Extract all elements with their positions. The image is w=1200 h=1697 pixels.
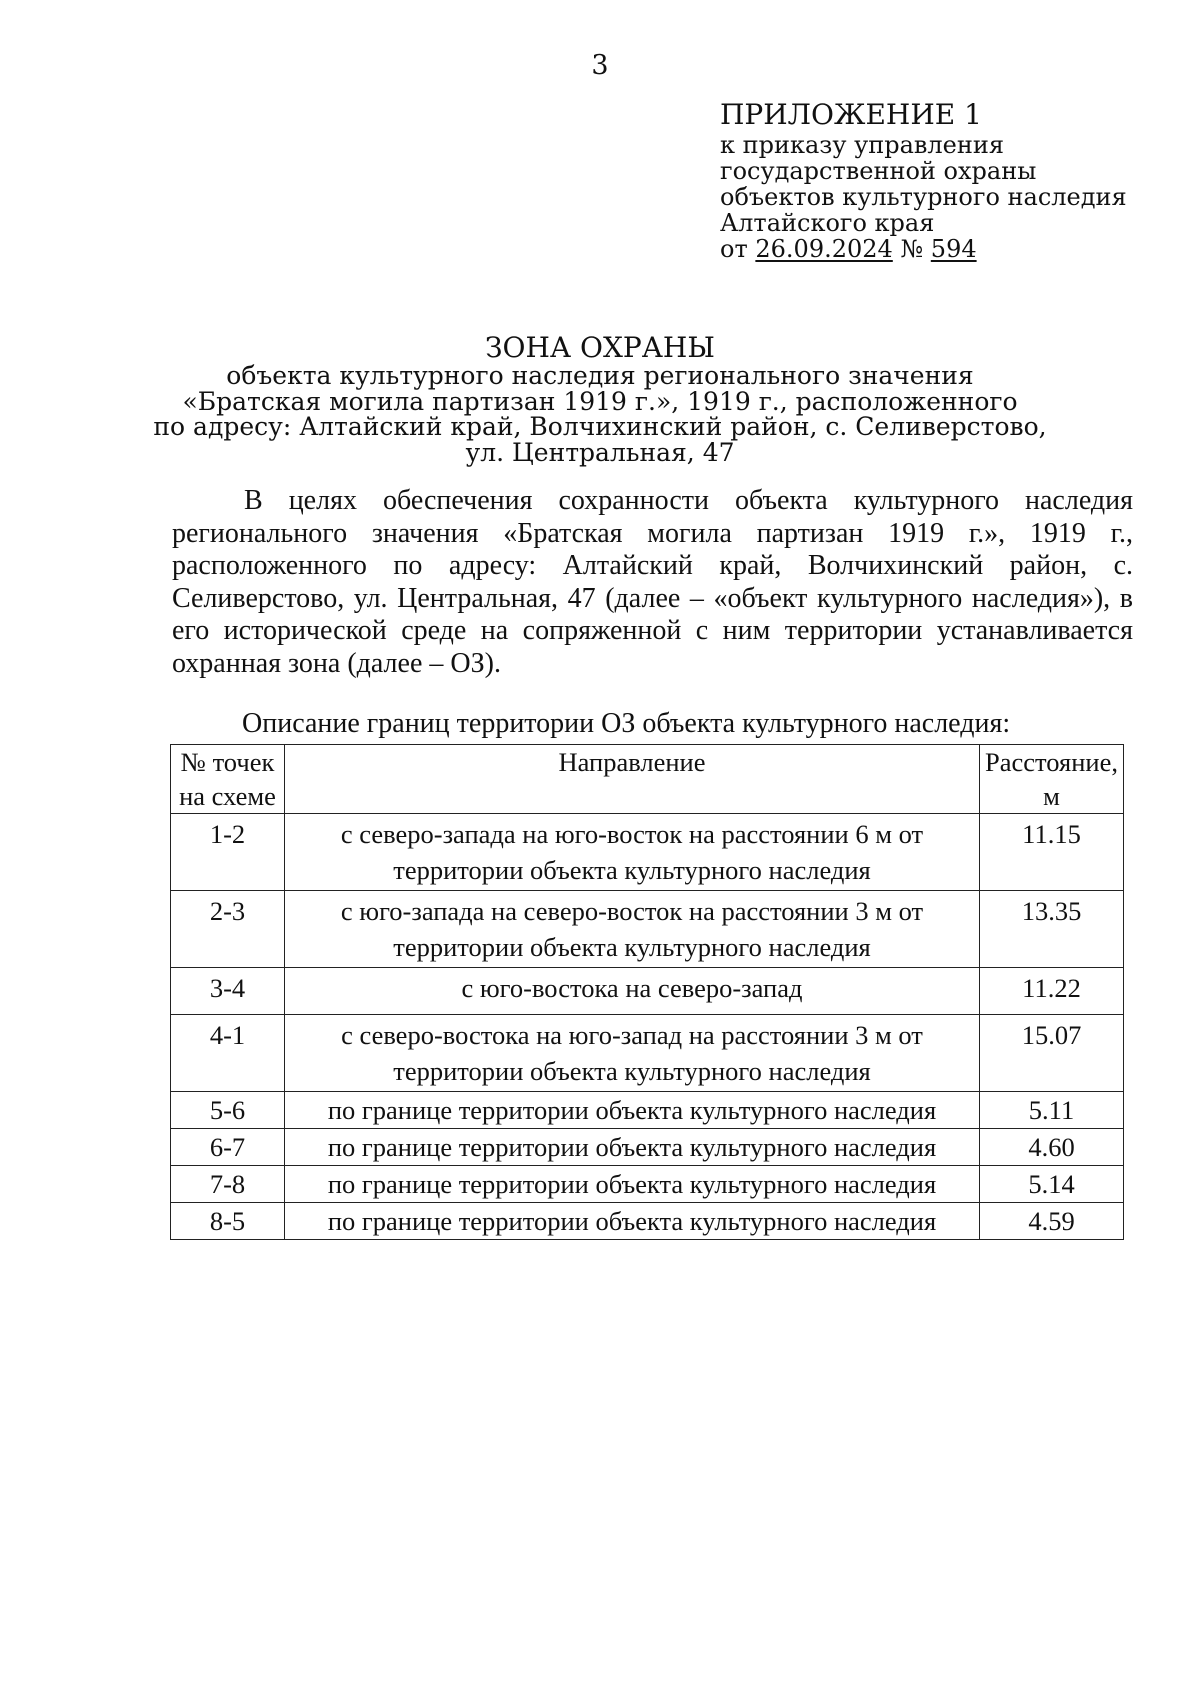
table-row (171, 1166, 1124, 1203)
cell-points: 4-1 (171, 1015, 285, 1092)
appendix-line: объектов культурного наследия (720, 183, 1127, 211)
intro-paragraph: В целях обеспечения сохранности объекта культурного наследия регионального значения «Братская могила партизан 1919 г.», 1919 г., расположенного по адресу: Алтайский край, Волчихинский район, с. Селиверстово, ул. Центральная, 47 (далее – «объект культурного наследия»), в его исторической среде на сопряженной с ним территории устанавливается охранная зона (далее – ОЗ). (172, 485, 1133, 679)
order-date: 26.09.2024 (755, 235, 893, 263)
table-header-row (171, 745, 1124, 814)
direction-line: с юго-востока на северо-запад (461, 973, 803, 1003)
cell-distance: 15.07 (980, 1015, 1124, 1092)
direction-line: по границе территории объекта культурного наследия (327, 1132, 937, 1162)
direction-line: по границе территории объекта культурного наследия (327, 1169, 937, 1199)
header-points-line: № точек (180, 747, 275, 777)
title-line: объекта культурного наследия регионального значения (226, 361, 974, 390)
table-row (171, 814, 1124, 891)
cell-direction (285, 1015, 980, 1092)
table-row (171, 1129, 1124, 1166)
cell-points: 1-2 (171, 814, 285, 891)
appendix-block (720, 98, 1160, 262)
appendix-order-line (720, 236, 1160, 262)
cell-direction (285, 891, 980, 968)
header-distance-unit: м (1043, 781, 1060, 811)
cell-distance: 13.35 (980, 891, 1124, 968)
document-title (0, 333, 1200, 465)
cell-direction (285, 1203, 980, 1240)
direction-line: территории объекта культурного наследия (393, 1056, 871, 1086)
direction-line: с юго-запада на северо-восток на расстоянии 3 м от (340, 896, 924, 926)
table-row (171, 1203, 1124, 1240)
table-row (171, 968, 1124, 1015)
header-distance (980, 745, 1124, 814)
header-distance-line: Расстояние, (985, 747, 1118, 777)
table-caption: Описание границ территории ОЗ объекта культурного наследия: (242, 708, 1011, 739)
direction-line: территории объекта культурного наследия (393, 932, 871, 962)
cell-distance: 5.14 (980, 1166, 1124, 1203)
table-row (171, 891, 1124, 968)
direction-line: территории объекта культурного наследия (393, 855, 871, 885)
order-number: 594 (930, 235, 977, 263)
table-row (171, 1015, 1124, 1092)
cell-distance: 11.22 (980, 968, 1124, 1015)
appendix-line: к приказу управления (720, 131, 1005, 159)
cell-direction (285, 814, 980, 891)
boundaries-table (170, 744, 1124, 1240)
number-prefix: № (900, 235, 924, 263)
cell-points: 5-6 (171, 1092, 285, 1129)
zone-title: ЗОНА ОХРАНЫ (485, 331, 715, 364)
header-points (171, 745, 285, 814)
table-row (171, 1092, 1124, 1129)
date-prefix: от (720, 235, 748, 263)
header-points-line: на схеме (179, 781, 276, 811)
cell-points: 7-8 (171, 1166, 285, 1203)
appendix-line: Алтайского края (720, 209, 935, 237)
title-line: ул. Центральная, 47 (465, 437, 735, 467)
cell-points: 8-5 (171, 1203, 285, 1240)
cell-direction (285, 1092, 980, 1129)
direction-line: по границе территории объекта культурного наследия (327, 1206, 937, 1236)
direction-line: по границе территории объекта культурного наследия (327, 1095, 937, 1125)
appendix-line: государственной охраны (720, 157, 1037, 185)
cell-distance: 5.11 (980, 1092, 1124, 1129)
cell-points: 6-7 (171, 1129, 285, 1166)
cell-direction (285, 1166, 980, 1203)
direction-line: с северо-запада на юго-восток на расстоянии 6 м от (340, 819, 924, 849)
title-line: по адресу: Алтайский край, Волчихинский район, с. Селиверстово, (153, 412, 1047, 441)
direction-line: с северо-востока на юго-запад на расстоянии 3 м от (341, 1020, 923, 1050)
cell-direction (285, 968, 980, 1015)
header-direction: Направление (285, 745, 980, 814)
page-number: 3 (591, 50, 609, 81)
title-line: «Братская могила партизан 1919 г.», 1919 г., расположенного (182, 386, 1018, 416)
cell-points: 2-3 (171, 891, 285, 968)
cell-points: 3-4 (171, 968, 285, 1015)
cell-direction (285, 1129, 980, 1166)
appendix-heading: ПРИЛОЖЕНИЕ 1 (720, 98, 982, 131)
cell-distance: 4.60 (980, 1129, 1124, 1166)
cell-distance: 4.59 (980, 1203, 1124, 1240)
cell-distance: 11.15 (980, 814, 1124, 891)
